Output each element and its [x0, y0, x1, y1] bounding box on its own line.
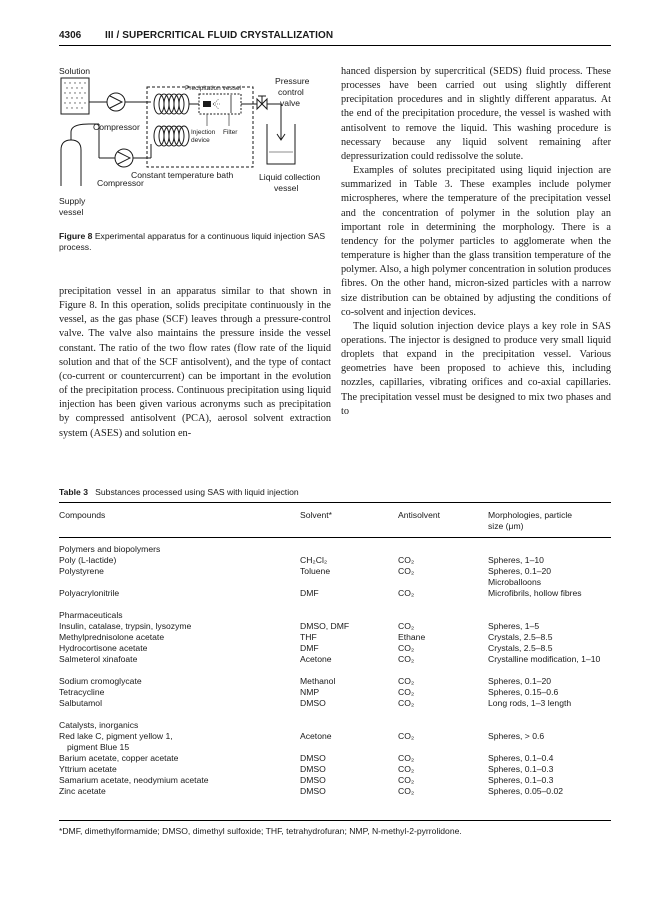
label-liquid-collection-1: Liquid collection [259, 172, 321, 182]
cell-morphology [488, 555, 613, 566]
cell-morphology-text: Spheres, 1–10 [488, 555, 544, 565]
cell-compound-text: Polyacrylonitrile [59, 588, 120, 598]
cell-morphology [488, 621, 613, 632]
cell-morphology [488, 632, 613, 643]
cell-solvent: Acetone [300, 731, 332, 741]
cell-compound [59, 775, 209, 786]
label-injection-device-1: Injection [191, 129, 216, 136]
table-caption-label: Table 3 [59, 487, 88, 497]
table-row [59, 643, 611, 654]
label-compressor-bottom: Compressor [97, 178, 144, 188]
table-row [59, 731, 611, 753]
cell-compound-text: Yttrium acetate [59, 764, 117, 774]
header-solvent: Solvent* [300, 510, 333, 520]
table-group [59, 610, 611, 709]
table-row [59, 621, 611, 632]
cell-morphology-text: Spheres, 0.1–20 [488, 566, 552, 576]
running-title: III / SUPERCRITICAL FLUID CRYSTALLIZATION [105, 30, 334, 41]
label-pressure-control-valve-2: control [278, 87, 304, 97]
cell-antisolvent: CO₂ [398, 643, 415, 653]
cell-morphology-text: Spheres, 0.1–0.3 [488, 775, 554, 785]
cell-morphology [488, 775, 613, 786]
precipitation-vessel [185, 85, 242, 114]
cell-compound [59, 698, 102, 709]
paragraph-right-2: Examples of solutes precipitated using liquid injection are summarized in Table 3. These examples include polymer microspheres, where the temperature of the precipitation vessel and the concentration of polymer in the solution play an important role in determining the morphology. There is a tendency for the polymer particles to agglomerate when the temperature is higher than the glass transition temperature of the polymer. Also, a high polymer concentration in solution produces fibres. On the other hand, micron-sized particles with a narrow size distribution can be obtained by adjusting the conditions of co-solvent and injection devices. [341, 165, 611, 318]
header-rule [59, 45, 611, 46]
table-3-caption [59, 487, 299, 497]
table-row [59, 654, 611, 676]
cell-morphology [488, 698, 613, 709]
table-row [59, 698, 611, 709]
cell-compound [59, 687, 104, 698]
cell-solvent: THF [300, 632, 317, 642]
cell-morphology [488, 676, 613, 687]
table-row [59, 566, 611, 577]
cell-morphology-text: Spheres, 0.1–0.3 [488, 764, 554, 774]
body-column-right [341, 65, 611, 419]
cell-antisolvent: CO₂ [398, 555, 415, 565]
cell-compound-text: Hydrocortisone acetate [59, 643, 148, 653]
cell-compound [59, 676, 142, 687]
table-header-rule [59, 537, 611, 538]
cell-compound [59, 643, 147, 654]
paragraph-left: precipitation vessel in an apparatus similar to that shown in Figure 8. In this operation, solids precipitate continuously in the vessel, as the gas phase (SCF) leaves through a pressure-control valve. The valve also maintains the pressure inside the vessel constant. The ratio of the two flow rates (flow rate of the liquid solution and that of the SCF antisolvent), and the type of contact (co-current or countercurrent) can be important in the evolution of the precipitation process. Continuous precipitation using liquid injection has been given various acronyms such as precipitation by compressed antisolvent (PCA), aerosol solvent extraction system (ASES) and solution en- [59, 286, 331, 439]
cell-solvent: DMF [300, 588, 319, 598]
cell-compound-text: Tetracycline [59, 687, 105, 697]
cell-compound [59, 731, 173, 753]
paragraph-right-1: hanced dispersion by supercritical (SEDS) fluid process. These processes have been carried out using slightly different precipitation procedures and in slightly different apparatus. At the end of the precipitation procedure, the vessel is washed with antisolvent to remove the liquid. This washing procedure is necessary because any liquid solvent remaining after depressurization could redissolve the solute. [341, 66, 611, 162]
cell-morphology [488, 764, 613, 775]
label-precipitation-vessel: Precipitation vessel [185, 85, 241, 92]
table-group-title: Polymers and biopolymers [59, 544, 161, 554]
cell-antisolvent: CO₂ [398, 698, 415, 708]
cell-morphology-text: Crystals, 2.5–8.5 [488, 643, 553, 653]
cell-solvent: DMSO [300, 698, 326, 708]
table-top-rule [59, 502, 611, 503]
pressure-control-valve-icon [257, 96, 267, 109]
cell-antisolvent: CO₂ [398, 621, 415, 631]
supply-vessel [61, 124, 99, 186]
cell-antisolvent: CO₂ [398, 786, 415, 796]
header-morphologies-line-2: size (μm) [488, 521, 524, 531]
table-row [59, 676, 611, 687]
cell-compound [59, 588, 119, 599]
cell-morphology [488, 643, 613, 654]
label-injection-device-2: device [191, 137, 210, 144]
cell-solvent: Acetone [300, 654, 332, 664]
cell-morphology [488, 687, 613, 698]
figure-caption-text: Experimental apparatus for a continuous liquid injection SAS process. [59, 231, 326, 252]
cell-compound [59, 654, 137, 665]
body-column-left [59, 285, 331, 441]
cell-solvent: CH₂Cl₂ [300, 555, 328, 565]
table-caption-text: Substances processed using SAS with liquid injection [95, 487, 299, 497]
cell-morphology [488, 654, 613, 665]
cell-compound-text: Barium acetate, copper acetate [59, 753, 179, 763]
cell-antisolvent: CO₂ [398, 687, 415, 697]
cell-compound-text: Samarium acetate, neodymium acetate [59, 775, 209, 785]
label-filter: Filter [223, 129, 238, 136]
cell-morphology-text: Spheres, 0.05–0.02 [488, 786, 564, 796]
table-group [59, 720, 611, 797]
table-group-title: Catalysts, inorganics [59, 720, 139, 730]
cell-antisolvent: CO₂ [398, 775, 415, 785]
label-compressor-top: Compressor [93, 122, 140, 132]
cell-compound [59, 621, 191, 632]
paragraph-right-3: The liquid solution injection device plays a key role in SAS operations. The injector is designed to produce very small liquid droplets that expand in the precipitation vessel. Various geometries have been proposed to achieve this, including nozzles, capillaries, vibrating orifices and co-axial capillaries. The precipitation vessel must be designed to mix two phases and to [341, 320, 611, 417]
cell-antisolvent: CO₂ [398, 654, 415, 664]
label-supply-vessel-2: vessel [59, 207, 84, 217]
cell-compound-text: Zinc acetate [59, 786, 106, 796]
cell-compound-text: Salmeterol xinafoate [59, 654, 138, 664]
label-liquid-collection-2: vessel [274, 183, 299, 193]
cell-compound-text: Sodium cromoglycate [59, 676, 142, 686]
cell-morphology-text: Spheres, > 0.6 [488, 731, 545, 741]
cell-compound-text: Salbutamol [59, 698, 102, 708]
cell-compound-text: Polystyrene [59, 566, 104, 576]
cell-morphology-text: Long rods, 1–3 length [488, 698, 572, 708]
label-pressure-control-valve-3: valve [280, 98, 301, 108]
cell-morphology-text: Crystalline modification, 1–10 [488, 654, 601, 664]
cell-morphology-text: Spheres, 0.1–20 [488, 676, 552, 686]
cell-compound-text: Methylprednisolone acetate [59, 632, 165, 642]
cell-compound [59, 632, 164, 643]
cell-antisolvent: Ethane [398, 632, 426, 642]
cell-morphology [488, 753, 613, 764]
preheating-coil-bottom [154, 126, 189, 146]
page-number: 4306 [59, 30, 82, 41]
table-row [59, 764, 611, 775]
cell-compound-text: Red lake C, pigment yellow 1, [59, 731, 173, 741]
cell-compound [59, 753, 178, 764]
cell-morphology [488, 577, 613, 588]
cell-morphology-text: Spheres, 1–5 [488, 621, 540, 631]
table-group-title: Pharmaceuticals [59, 610, 123, 620]
figure-8-caption [59, 231, 331, 253]
table-row [59, 687, 611, 698]
cell-compound-text: Insulin, catalase, trypsin, lysozyme [59, 621, 192, 631]
table-row [59, 753, 611, 764]
table-body [59, 544, 611, 808]
cell-morphology [488, 786, 613, 797]
label-solution: Solution [59, 66, 91, 76]
table-row [59, 775, 611, 786]
cell-solvent: DMSO, DMF [300, 621, 350, 631]
table-row [59, 555, 611, 566]
cell-solvent: DMSO [300, 764, 326, 774]
cell-solvent: DMF [300, 643, 319, 653]
figure-8-diagram [59, 64, 335, 226]
cell-compound [59, 764, 117, 775]
cell-compound [59, 555, 116, 566]
cell-compound [59, 786, 106, 797]
cell-antisolvent: CO₂ [398, 753, 415, 763]
preheating-coil-top [154, 94, 189, 114]
cell-compound-continued: pigment Blue 15 [67, 742, 130, 752]
label-constant-temperature-bath: Constant temperature bath [131, 170, 234, 180]
table-row [59, 786, 611, 797]
cell-morphology-text: Spheres, 0.15–0.6 [488, 687, 559, 697]
cell-antisolvent: CO₂ [398, 731, 415, 741]
cell-solvent: Methanol [300, 676, 336, 686]
cell-morphology-text: Microfibrils, hollow fibres [488, 588, 582, 598]
cell-compound [59, 566, 104, 577]
table-footnote: *DMF, dimethylformamide; DMSO, dimethyl sulfoxide; THF, tetrahydrofuran; NMP, N-methyl-2-pyrrolidone. [59, 826, 462, 836]
table-row [59, 577, 611, 588]
table-row [59, 588, 611, 599]
label-supply-vessel-1: Supply [59, 196, 86, 206]
header-antisolvent: Antisolvent [398, 510, 441, 520]
compressor-top-icon [89, 93, 125, 111]
cell-antisolvent: CO₂ [398, 764, 415, 774]
cell-solvent: DMSO [300, 775, 326, 785]
table-bottom-rule [59, 820, 611, 821]
cell-solvent: DMSO [300, 786, 326, 796]
label-pressure-control-valve-1: Pressure [275, 76, 310, 86]
header-morphologies-line-1: Morphologies, particle [488, 510, 573, 520]
table-group [59, 544, 611, 599]
cell-compound-text: Poly (L-lactide) [59, 555, 117, 565]
figure-caption-label: Figure 8 [59, 231, 93, 241]
header-compounds: Compounds [59, 510, 106, 520]
solution-reservoir [59, 66, 90, 114]
cell-solvent: Toluene [300, 566, 331, 576]
cell-antisolvent: CO₂ [398, 676, 415, 686]
cell-morphology [488, 588, 613, 599]
header-morphologies [488, 510, 572, 532]
cell-morphology-text: Crystals, 2.5–8.5 [488, 632, 553, 642]
cell-antisolvent: CO₂ [398, 566, 415, 576]
cell-solvent: NMP [300, 687, 320, 697]
cell-morphology [488, 731, 613, 742]
cell-morphology [488, 566, 613, 577]
cell-antisolvent: CO₂ [398, 588, 415, 598]
table-row [59, 632, 611, 643]
cell-morphology-text: Spheres, 0.1–0.4 [488, 753, 554, 763]
cell-morphology-text: Microballoons [488, 577, 542, 587]
cell-solvent: DMSO [300, 753, 326, 763]
